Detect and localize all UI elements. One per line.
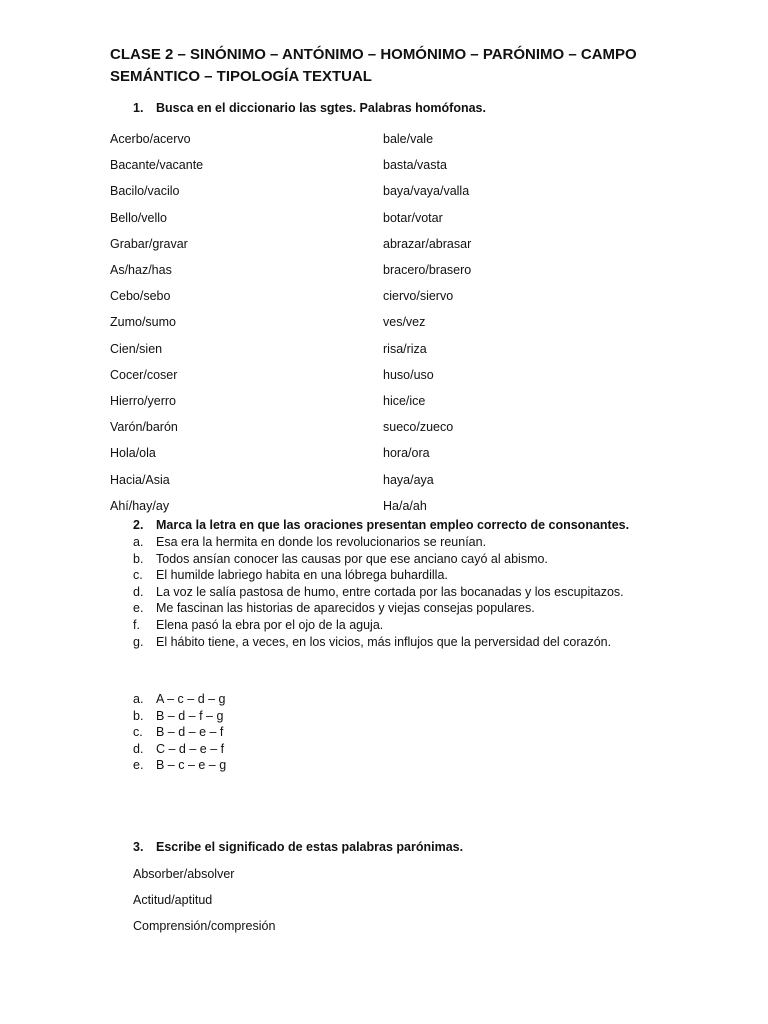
answer-option-letter: a. bbox=[133, 692, 144, 706]
homophone-row bbox=[110, 231, 630, 257]
answer-option-letter: d. bbox=[133, 741, 144, 756]
homophone-left: Hierro/yerro bbox=[110, 393, 176, 408]
homophone-left: Zumo/sumo bbox=[110, 315, 176, 330]
homophone-row bbox=[110, 414, 630, 440]
homophone-left: Cebo/sebo bbox=[110, 289, 171, 304]
homophone-row bbox=[110, 205, 630, 231]
question-3-number: 3. bbox=[133, 840, 144, 854]
homophone-left: Varón/barón bbox=[110, 420, 178, 435]
sentence-item-letter: d. bbox=[133, 584, 144, 599]
homophone-row bbox=[110, 388, 630, 414]
sentence-item-text: Esa era la hermita en donde los revolucionarios se reunían. bbox=[156, 535, 487, 549]
answer-option-text: A – c – d – g bbox=[156, 692, 226, 706]
answer-option bbox=[133, 724, 226, 741]
question-2-number: 2. bbox=[133, 518, 144, 532]
homophone-row bbox=[110, 257, 630, 283]
homophone-right: hora/ora bbox=[383, 446, 430, 461]
homophone-left: Acerbo/acervo bbox=[110, 132, 191, 147]
sentence-item bbox=[133, 617, 624, 634]
question-3-text: Escribe el significado de estas palabras parónimas. bbox=[156, 840, 464, 854]
homophone-row bbox=[110, 152, 630, 178]
page-title: CLASE 2 – SINÓNIMO – ANTÓNIMO – HOMÓNIMO – PARÓNIMO – CAMPO SEMÁNTICO – TIPOLOGÍA TEXTUAL bbox=[110, 46, 637, 85]
homophone-left: Bello/vello bbox=[110, 210, 167, 225]
question-2-heading bbox=[133, 518, 629, 532]
sentence-item-letter: b. bbox=[133, 551, 144, 566]
answer-option-text: B – c – e – g bbox=[156, 758, 227, 773]
homophone-row bbox=[110, 309, 630, 335]
sentence-item-letter: c. bbox=[133, 568, 143, 583]
sentence-item-text: El humilde labriego habita en una lóbrega buhardilla. bbox=[156, 568, 448, 583]
answer-option bbox=[133, 741, 226, 758]
sentence-item-letter: g. bbox=[133, 634, 144, 649]
homophone-right: abrazar/abrasar bbox=[383, 236, 472, 251]
question-3-heading bbox=[133, 840, 463, 854]
homophone-left: As/haz/has bbox=[110, 263, 172, 278]
answer-option bbox=[133, 757, 226, 774]
answer-option-text: B – d – e – f bbox=[156, 725, 224, 740]
paronym-item: Actitud/aptitud bbox=[133, 893, 213, 908]
sentence-item bbox=[133, 584, 624, 601]
paronyms-list bbox=[133, 865, 275, 944]
sentence-item-text: Me fascinan las historias de aparecidos y viejas consejas populares. bbox=[156, 601, 535, 616]
homophone-left: Ahí/hay/ay bbox=[110, 498, 170, 513]
answer-options-list bbox=[133, 691, 226, 774]
answer-option-letter: e. bbox=[133, 758, 144, 773]
sentence-item-text: Todos ansían conocer las causas por que ese anciano cayó al abismo. bbox=[156, 551, 548, 566]
homophone-left: Grabar/gravar bbox=[110, 236, 188, 251]
answer-option bbox=[133, 691, 226, 708]
homophone-row bbox=[110, 178, 630, 204]
homophone-left: Cien/sien bbox=[110, 341, 163, 356]
homophone-right: hice/ice bbox=[383, 393, 426, 408]
sentence-item bbox=[133, 534, 624, 551]
question-1-heading bbox=[133, 101, 486, 115]
question-1-text: Busca en el diccionario las sgtes. Palabras homófonas. bbox=[156, 101, 486, 115]
homophone-row bbox=[110, 440, 630, 466]
homophone-row bbox=[110, 336, 630, 362]
sentence-item-letter: e. bbox=[133, 601, 144, 616]
homophone-right: botar/votar bbox=[383, 210, 443, 225]
homophone-right: Ha/a/ah bbox=[383, 498, 427, 513]
homophone-row bbox=[110, 126, 630, 152]
homophone-right: risa/riza bbox=[383, 341, 427, 356]
sentence-item bbox=[133, 634, 624, 651]
sentence-item-text: El hábito tiene, a veces, en los vicios, más influjos que la perversidad del corazón. bbox=[156, 634, 612, 649]
homophone-right: basta/vasta bbox=[383, 158, 447, 173]
homophone-row bbox=[110, 466, 630, 492]
paronym-item: Absorber/absolver bbox=[133, 867, 235, 881]
homophone-left: Bacilo/vacilo bbox=[110, 184, 180, 199]
sentence-item-text: Elena pasó la ebra por el ojo de la aguja. bbox=[156, 617, 384, 632]
sentence-item-text: La voz le salía pastosa de humo, entre cortada por las bocanadas y los escupitazos. bbox=[156, 584, 624, 599]
paronym-item: Comprensión/compresión bbox=[133, 919, 276, 934]
homophone-left: Hola/ola bbox=[110, 446, 156, 461]
answer-option-letter: c. bbox=[133, 725, 143, 740]
homophone-right: baya/vaya/valla bbox=[383, 184, 470, 199]
homophone-left: Hacia/Asia bbox=[110, 472, 170, 487]
homophone-right: huso/uso bbox=[383, 367, 434, 382]
homophone-right: bale/vale bbox=[383, 132, 434, 147]
homophone-right: sueco/zueco bbox=[383, 420, 454, 435]
sentence-item bbox=[133, 600, 624, 617]
sentence-item bbox=[133, 551, 624, 568]
answer-option-text: B – d – f – g bbox=[156, 708, 224, 723]
homophone-row bbox=[110, 283, 630, 309]
homophone-right: bracero/brasero bbox=[383, 263, 472, 278]
sentence-item-letter: a. bbox=[133, 535, 144, 549]
homophone-right: ciervo/siervo bbox=[383, 289, 454, 304]
homophone-row bbox=[110, 493, 630, 519]
sentence-list bbox=[133, 534, 624, 650]
homophone-left: Cocer/coser bbox=[110, 367, 178, 382]
answer-option-letter: b. bbox=[133, 708, 144, 723]
sentence-item bbox=[133, 567, 624, 584]
answer-option bbox=[133, 708, 226, 725]
homophones-table bbox=[110, 126, 630, 519]
homophone-right: haya/aya bbox=[383, 472, 434, 487]
sentence-item-letter: f. bbox=[133, 617, 140, 632]
answer-option-text: C – d – e – f bbox=[156, 741, 225, 756]
question-1-number: 1. bbox=[133, 101, 144, 115]
question-2-text: Marca la letra en que las oraciones presentan empleo correcto de consonantes. bbox=[156, 518, 630, 532]
homophone-right: ves/vez bbox=[383, 315, 426, 330]
homophone-row bbox=[110, 362, 630, 388]
homophone-left: Bacante/vacante bbox=[110, 158, 204, 173]
